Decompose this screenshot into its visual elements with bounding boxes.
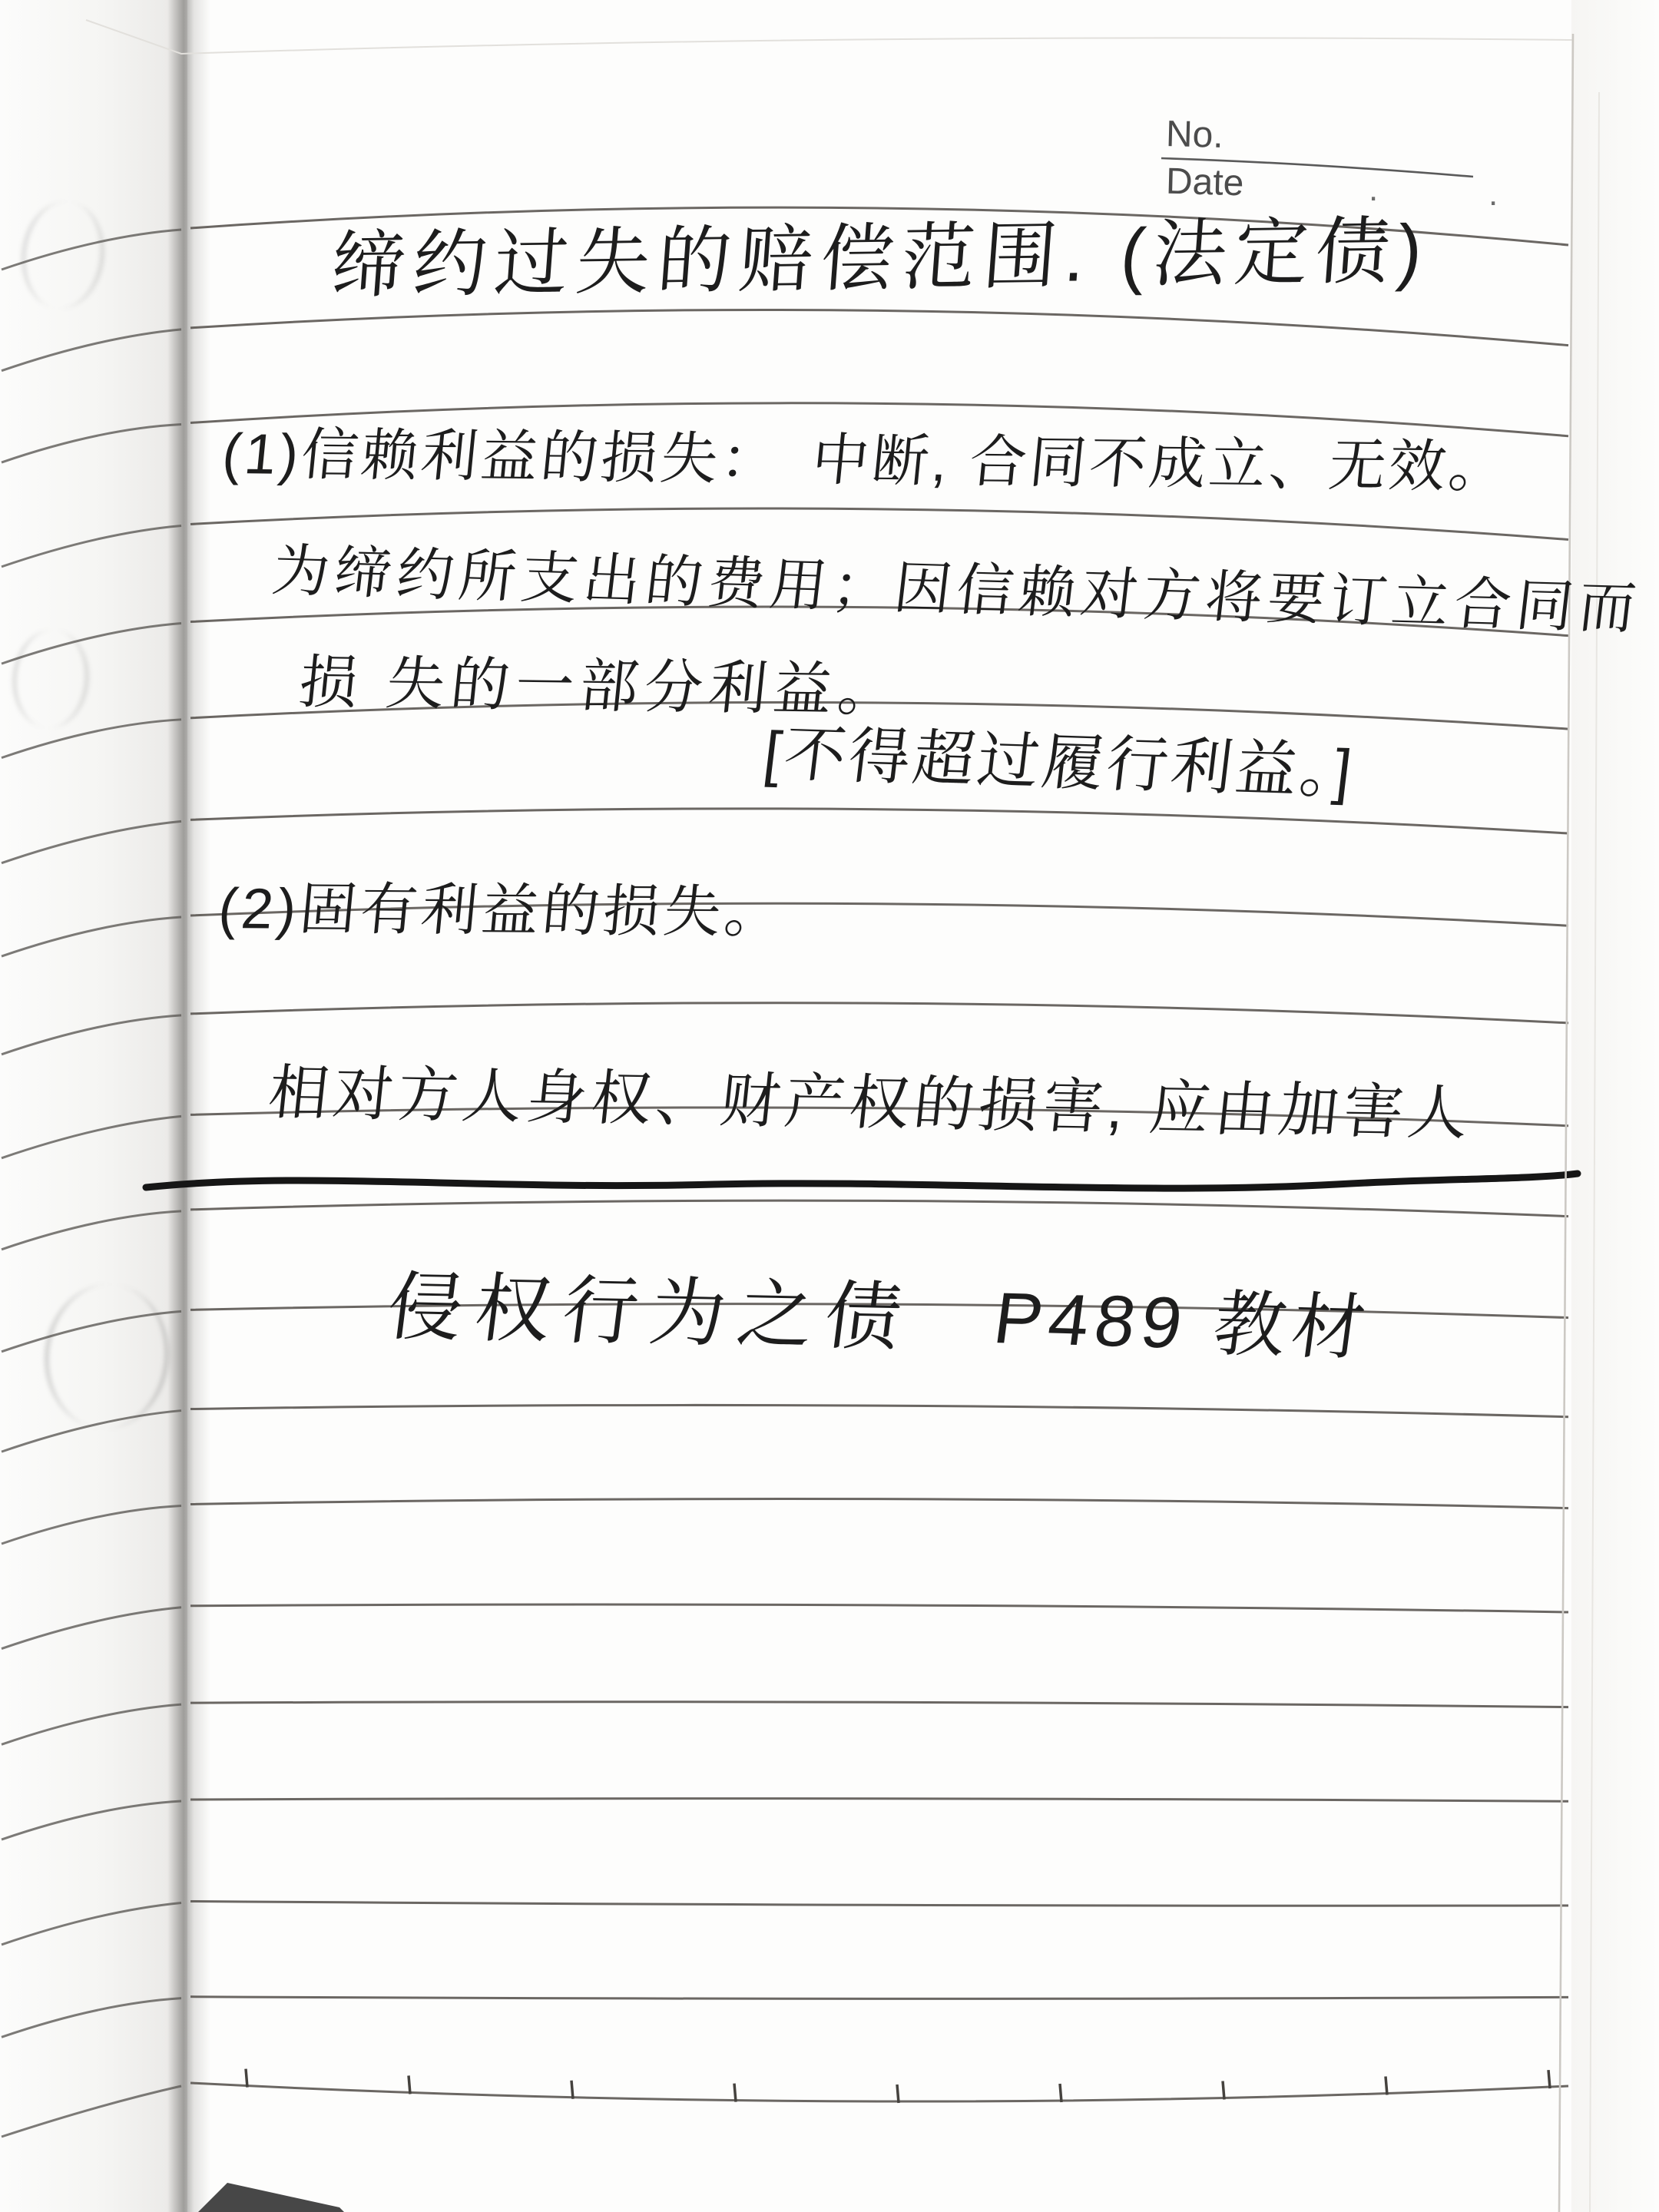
- page-reference: P489 教材: [989, 1277, 1376, 1369]
- page-stack-edge: [1590, 92, 1599, 2212]
- header-date-dot: .: [1369, 171, 1379, 208]
- note-line: 损 失的一部分利益。: [296, 650, 906, 724]
- note-line: 相对方人身权、财产权的损害, 应由加害人: [265, 1058, 1476, 1147]
- section-heading: 侵权行为之债: [382, 1264, 919, 1360]
- page-top-edge: [86, 20, 1573, 54]
- notebook-cover-corner: [198, 2183, 344, 2212]
- hand-drawn-divider: [146, 1174, 1578, 1188]
- header-date-dot: .: [1488, 175, 1498, 213]
- page-title: 缔约过失的赔偿范围. (法定债): [329, 209, 1433, 308]
- bracket-note: [不得超过履行利益。]: [760, 719, 1359, 806]
- note-line: (2)固有利益的损失。: [216, 876, 789, 945]
- header-date-label: Date: [1165, 161, 1245, 204]
- note-line: 为缔约所支出的费用；因信赖对方将要订立合同而: [269, 538, 1645, 641]
- note-line: (1)信赖利益的损失： 中断, 合同不成立、无效。: [219, 422, 1512, 499]
- header-no-label: No.: [1165, 114, 1224, 156]
- page-edge: [1559, 34, 1573, 2212]
